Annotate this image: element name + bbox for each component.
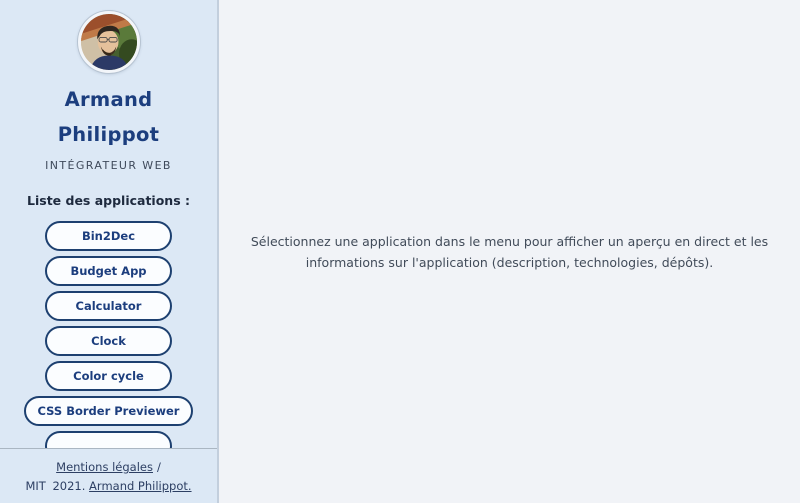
page-title <box>58 82 160 152</box>
legal-link[interactable]: Mentions légales <box>56 460 153 474</box>
apps-list-heading: Liste des applications : <box>27 193 190 208</box>
last-name: Philippot <box>57 123 160 146</box>
app-button-css-border-previewer[interactable]: CSS Border Previewer <box>24 396 194 426</box>
job-title: INTÉGRATEUR WEB <box>45 159 172 172</box>
app-button-calculator[interactable]: Calculator <box>45 291 172 321</box>
app-button-partial[interactable] <box>45 431 172 448</box>
footer-separator: / <box>156 460 161 474</box>
sidebar-footer <box>0 448 217 503</box>
copyright-row <box>4 479 213 494</box>
legal-row <box>4 460 213 475</box>
avatar[interactable] <box>78 11 140 73</box>
app-button-clock[interactable]: Clock <box>45 326 172 356</box>
sidebar <box>0 0 219 503</box>
avatar-photo-illustration <box>81 14 137 70</box>
first-name: Armand <box>64 88 153 111</box>
app-button-bin2dec[interactable]: Bin2Dec <box>45 221 172 251</box>
copyright-year: 2021. <box>52 479 86 493</box>
main-content <box>219 0 800 503</box>
apps-nav <box>0 221 217 448</box>
app-button-budget-app[interactable]: Budget App <box>45 256 172 286</box>
placeholder-message: Sélectionnez une application dans le menu pour afficher un aperçu en direct et les informations sur l'application (description, technologies, dépôts). <box>250 233 769 270</box>
license-label: MIT <box>25 479 46 493</box>
app-button-color-cycle[interactable]: Color cycle <box>45 361 172 391</box>
author-link[interactable]: Armand Philippot. <box>89 479 192 493</box>
